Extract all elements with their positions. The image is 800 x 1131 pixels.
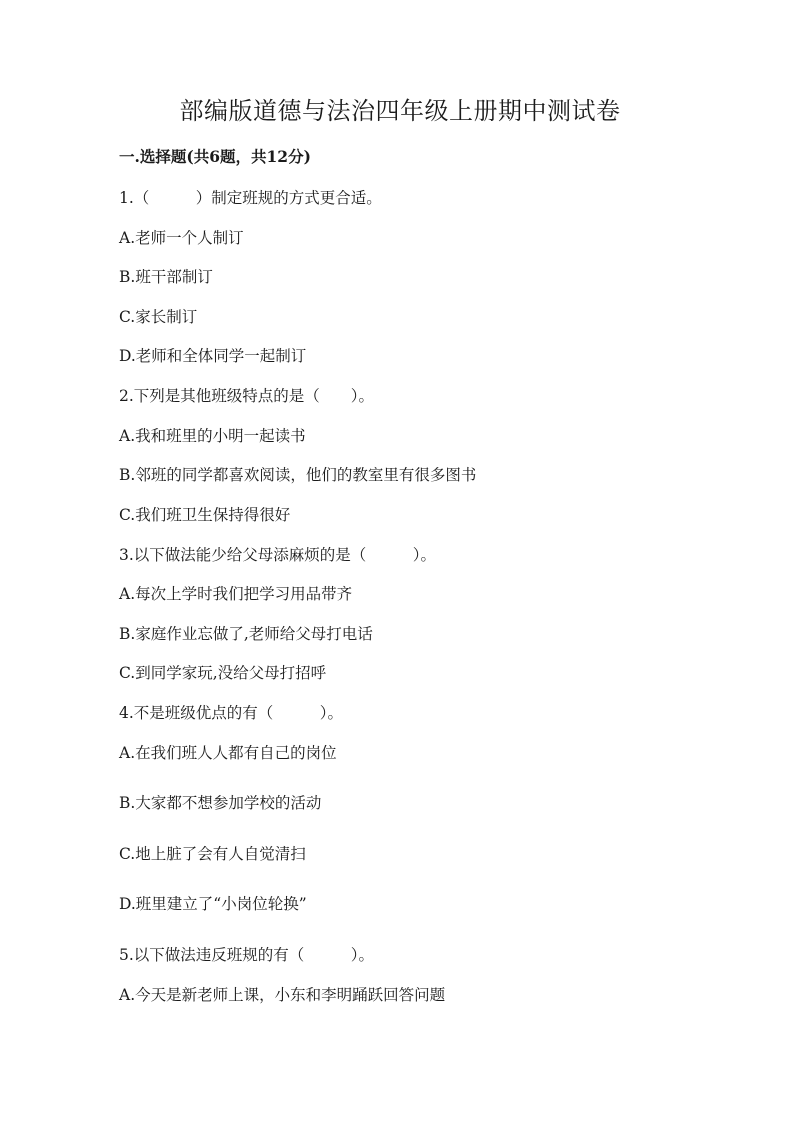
question-2-option-a: A.我和班里的小明一起读书	[119, 427, 306, 445]
question-4-option-a: A.在我们班人人都有自己的岗位	[119, 744, 337, 762]
question-4: 4.不是班级优点的有（ ）。	[119, 704, 344, 722]
question-4-option-c: C.地上脏了会有人自觉清扫	[119, 845, 306, 863]
question-4-option-b: B.大家都不想参加学校的活动	[119, 794, 322, 812]
question-2-option-c: C.我们班卫生保持得很好	[119, 506, 291, 524]
page-title: 部编版道德与法治四年级上册期中测试卷	[179, 97, 621, 125]
question-3-option-a: A.每次上学时我们把学习用品带齐	[119, 585, 353, 603]
question-4-option-d: D.班里建立了“小岗位轮换”	[119, 895, 307, 913]
question-5: 5.以下做法违反班规的有（ ）。	[119, 946, 375, 964]
question-3: 3.以下做法能少给父母添麻烦的是（ ）。	[119, 546, 437, 564]
question-1-option-a: A.老师一个人制订	[119, 229, 244, 247]
question-2: 2.下列是其他班级特点的是（ ）。	[119, 387, 375, 405]
question-1-option-b: B.班干部制订	[119, 268, 213, 286]
question-3-option-b: B.家庭作业忘做了,老师给父母打电话	[119, 625, 373, 643]
question-2-option-b: B.邻班的同学都喜欢阅读，他们的教室里有很多图书	[119, 466, 477, 484]
question-1-option-c: C.家长制订	[119, 308, 198, 326]
question-1: 1.（ ）制定班规的方式更合适。	[119, 189, 382, 207]
question-5-option-a: A.今天是新老师上课，小东和李明踊跃回答问题	[119, 986, 446, 1004]
section-heading: 一.选择题(共6题，共12分)	[119, 147, 311, 166]
question-1-option-d: D.老师和全体同学一起制订	[119, 347, 307, 365]
question-3-option-c: C.到同学家玩,没给父母打招呼	[119, 664, 327, 682]
